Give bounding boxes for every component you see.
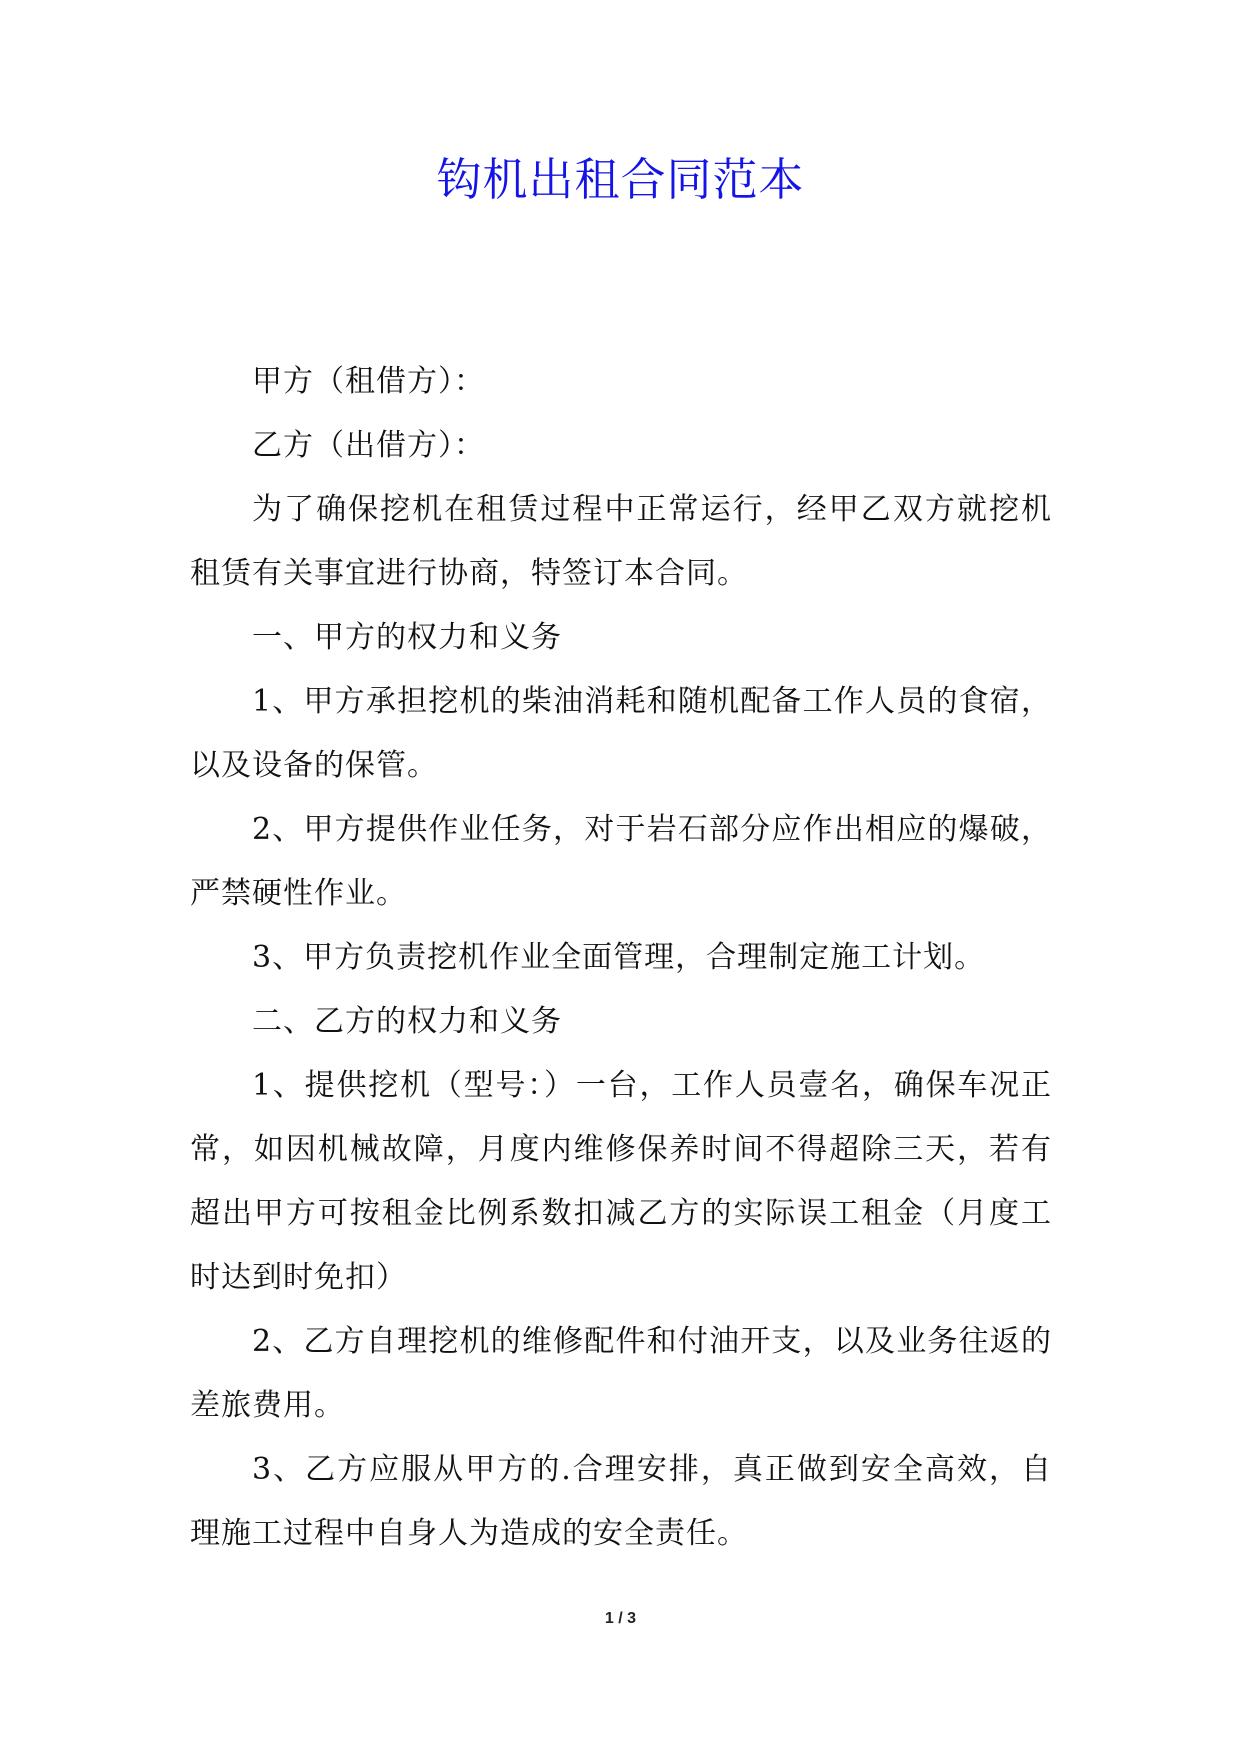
party-a-clause-2: 2、甲方提供作业任务，对于岩石部分应作出相应的爆破，严禁硬性作业。 (190, 812, 1052, 911)
party-b-line: 乙方（出借方）： (252, 428, 485, 463)
page-number: 1 / 3 (604, 1610, 637, 1627)
document-body (190, 350, 1052, 1566)
party-a-clause-1: 1、甲方承担挖机的柴油消耗和随机配备工作人员的食宿，以及设备的保管。 (190, 684, 1052, 783)
section-heading-party-b: 二、乙方的权力和义务 (252, 1004, 562, 1039)
party-a-line: 甲方（租借方）： (252, 364, 485, 399)
document-title: 钩机出租合同范本 (436, 153, 805, 206)
party-b-clause-2: 2、乙方自理挖机的维修配件和付油开支，以及业务往返的差旅费用。 (190, 1324, 1052, 1423)
party-b-clause-3: 3、乙方应服从甲方的.合理安排，真正做到安全高效，自理施工过程中自身人为造成的安全责任。 (190, 1452, 1052, 1551)
section-heading-party-a: 一、甲方的权力和义务 (252, 620, 562, 655)
party-b-clause-1: 1、提供挖机（型号：）一台，工作人员壹名，确保车况正常，如因机械故障，月度内维修保养时间不得超除三天，若有超出甲方可按租金比例系数扣减乙方的实际误工租金（月度工时达到时免扣） (190, 1068, 1052, 1295)
party-a-clause-3: 3、甲方负责挖机作业全面管理，合理制定施工计划。 (252, 940, 986, 975)
preamble-paragraph: 为了确保挖机在租赁过程中正常运行，经甲乙双方就挖机租赁有关事宜进行协商，特签订本合同。 (190, 492, 1052, 591)
